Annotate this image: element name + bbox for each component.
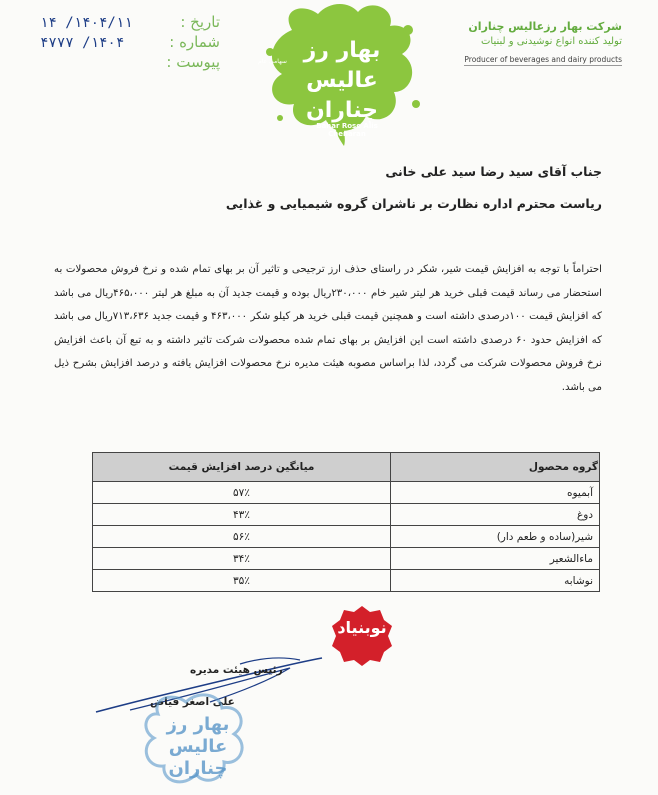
- signatory-title: رئیس هیئت مدیره: [190, 664, 283, 676]
- logo-name: بهار رز عالیس چناران: [303, 38, 381, 123]
- attachment-row: [30, 52, 220, 72]
- letter-body: احتراماً با توجه به افزایش قیمت شیر، شکر در راستای حذف ارز ترجیحی و تاثیر آن بر بهای تمام شده و نرخ فروش محصولات به استحضار می رساند قیمت قبلی خرید هر لیتر شیر خام ۲۳۰،۰۰۰ریال بوده و قیمت جدید آن به مبلغ هر لیتر ۴۶۵،۰۰۰ریال می باشد که افزایش قیمت ۱۰۰درصدی داشته است و همچنین قیمت قبلی خرید هر کیلو شکر ۴۶۳،۰۰۰ و قیمت جدید ۷۱۳،۶۳۶ریال می باشد که افزایش حدود ۶۰ درصدی داشته است این افزایش بر بهای تمام شده محصولات شرکت تاثیر داشته و به تبع آن باعث افزایش نرخ فروش محصولات شرکت می گردد، لذا براساس مصوبه هیئت مدیره نرخ محصولات افزایش یافته و درصد افزایش بشرح ذیل می باشد.: [54, 264, 602, 393]
- seal-text: بهار رز عالیس چناران: [166, 714, 230, 779]
- percent-cell: ۳۴٪: [93, 548, 391, 570]
- product-group-cell: نوشابه: [391, 570, 600, 592]
- company-header: [422, 20, 622, 66]
- logo-latin: [312, 122, 382, 138]
- letter-subject: ریاست محترم اداره نظارت بر ناشران گروه شیمیایی و غذایی: [225, 196, 602, 211]
- attachment-label: پیوست :: [166, 53, 220, 71]
- column-header-percent: میانگین درصد افزایش قیمت: [93, 453, 391, 482]
- company-name: شرکت بهار رزعالیس چناران: [468, 20, 622, 33]
- letter-meta: [30, 12, 220, 72]
- table-row: [93, 504, 600, 526]
- logo-subtitle: سهامی عام: [258, 58, 287, 65]
- table-row: [93, 526, 600, 548]
- company-logo: [240, 0, 440, 148]
- number-value: ۱۴۰۴/ ۴۷۷۷: [40, 35, 125, 51]
- table-row: [93, 570, 600, 592]
- number-row: [30, 32, 220, 52]
- price-increase-table: [92, 452, 600, 592]
- product-group-cell: آبمیوه: [391, 482, 600, 504]
- percent-cell: ۵۶٪: [93, 526, 391, 548]
- percent-cell: ۵۷٪: [93, 482, 391, 504]
- column-header-group: گروه محصول: [391, 453, 600, 482]
- company-seal: [128, 690, 258, 790]
- letter-addressee: جناب آقای سید رضا سید علی خانی: [385, 164, 602, 179]
- product-group-cell: دوغ: [391, 504, 600, 526]
- product-group-cell: شیر(ساده و طعم دار): [391, 526, 600, 548]
- date-label: تاریخ :: [180, 13, 220, 31]
- date-value: ۱۴۰۴/۱۱/ ۱۴: [40, 15, 133, 31]
- stamp-text: نوبنیاد: [337, 618, 387, 637]
- date-row: [30, 12, 220, 32]
- product-group-cell: ماءالشعیر: [391, 548, 600, 570]
- percent-cell: ۴۳٪: [93, 504, 391, 526]
- publisher-stamp: [330, 604, 394, 668]
- logo-latin-line1: Bahar Rose Alis: [316, 122, 378, 130]
- number-label: شماره :: [169, 33, 220, 51]
- table-row: [93, 482, 600, 504]
- signatory-name: علی اصغر قیاض: [150, 696, 235, 708]
- percent-cell: ۳۵٪: [93, 570, 391, 592]
- company-english: Producer of beverages and dairy products: [464, 55, 622, 64]
- table-header-row: [93, 453, 600, 482]
- table-row: [93, 548, 600, 570]
- logo-latin-line2: Chenaran: [328, 130, 366, 138]
- company-tagline: تولید کننده انواع نوشیدنی و لبنیات: [480, 36, 622, 47]
